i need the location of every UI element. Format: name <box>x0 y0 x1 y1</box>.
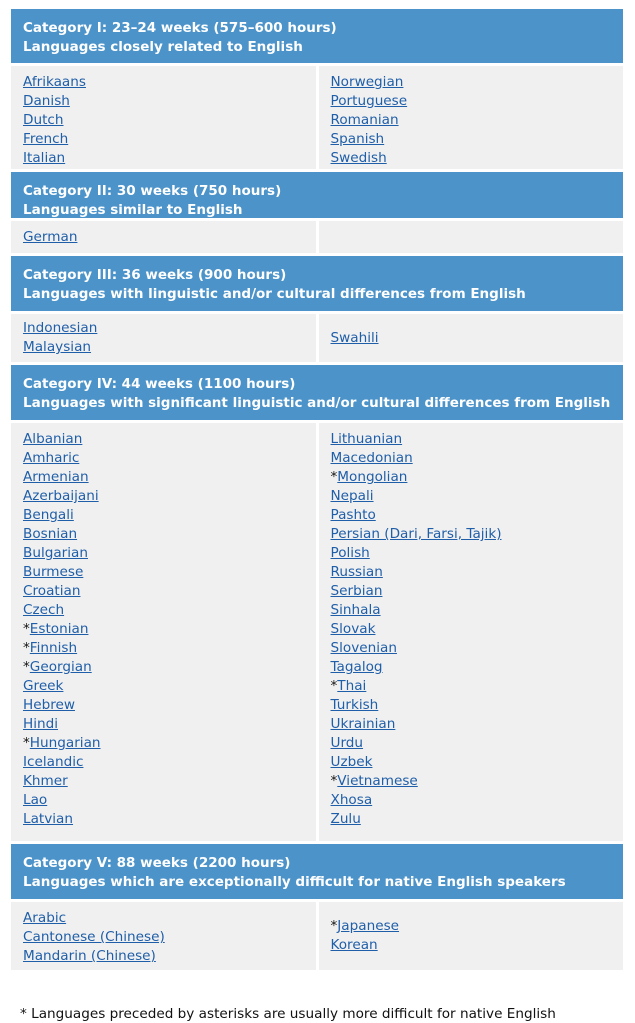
language-name: Estonian <box>29 621 89 637</box>
language-name: Nepali <box>330 488 374 504</box>
language-column-right <box>319 221 624 253</box>
language-name: Turkish <box>330 697 379 713</box>
language-name: Armenian <box>23 469 89 485</box>
asterisk-marker: * <box>330 469 338 485</box>
language-link-dutch[interactable] <box>23 111 304 130</box>
language-name: Urdu <box>330 735 364 751</box>
category-header <box>11 256 623 311</box>
language-link-azerbaijani[interactable] <box>23 487 304 506</box>
language-row <box>11 66 623 169</box>
language-link-lithuanian[interactable] <box>331 430 612 449</box>
language-name: Afrikaans <box>23 74 86 90</box>
language-link-russian[interactable] <box>331 563 612 582</box>
language-name: Tagalog <box>330 659 383 675</box>
language-link-malaysian[interactable] <box>23 338 304 357</box>
language-link-korean[interactable] <box>331 936 612 955</box>
language-link-albanian[interactable] <box>23 430 304 449</box>
language-link-croatian[interactable] <box>23 582 304 601</box>
language-name: Latvian <box>23 811 74 827</box>
language-name: Persian (Dari, Farsi, Tajik) <box>330 526 502 542</box>
category-title: Category II: 30 weeks (750 hours) <box>23 183 282 199</box>
language-link-hebrew[interactable] <box>23 696 304 715</box>
category-subtitle: Languages closely related to English <box>23 39 303 55</box>
language-link-vietnamese[interactable] <box>331 772 612 791</box>
language-name: Arabic <box>23 910 67 926</box>
category-header <box>11 9 623 63</box>
language-name: Uzbek <box>330 754 373 770</box>
language-link-icelandic[interactable] <box>23 753 304 772</box>
language-row <box>11 221 623 253</box>
language-name: Mandarin (Chinese) <box>23 948 156 964</box>
language-row <box>11 423 623 841</box>
language-name: Russian <box>330 564 383 580</box>
language-name: Swedish <box>330 150 387 166</box>
asterisk-marker: * <box>23 735 30 751</box>
language-name: Sinhala <box>330 602 381 618</box>
language-name: Polish <box>330 545 370 561</box>
language-link-japanese[interactable] <box>331 917 612 936</box>
language-name: Bulgarian <box>23 545 88 561</box>
language-name: Swahili <box>330 329 379 346</box>
language-name: Icelandic <box>23 754 84 770</box>
language-link-persian-dari-farsi-tajik[interactable] <box>331 525 612 544</box>
language-name: Italian <box>23 150 66 166</box>
language-name: Spanish <box>330 131 385 147</box>
category-section <box>11 844 623 970</box>
language-link-macedonian[interactable] <box>331 449 612 468</box>
language-link-slovak[interactable] <box>331 620 612 639</box>
language-name: Indonesian <box>23 320 98 336</box>
language-name: Dutch <box>23 112 64 128</box>
language-link-portuguese[interactable] <box>331 92 612 111</box>
language-name: Zulu <box>330 811 361 827</box>
language-link-arabic[interactable] <box>23 909 304 928</box>
language-link-estonian[interactable] <box>23 620 304 639</box>
language-link-xhosa[interactable] <box>331 791 612 810</box>
category-title: Category III: 36 weeks (900 hours) <box>23 267 287 283</box>
language-name: Slovenian <box>330 640 397 656</box>
category-subtitle: Languages with linguistic and/or cultural differences from English <box>23 286 526 302</box>
language-name: French <box>23 131 69 147</box>
language-link-thai[interactable] <box>331 677 612 696</box>
language-link-armenian[interactable] <box>23 468 304 487</box>
language-column-left <box>11 66 316 169</box>
language-link-sinhala[interactable] <box>331 601 612 620</box>
language-link-burmese[interactable] <box>23 563 304 582</box>
language-link-bosnian[interactable] <box>23 525 304 544</box>
language-name: Ukrainian <box>330 716 396 732</box>
category-header <box>11 844 623 899</box>
language-link-swahili[interactable] <box>331 329 612 348</box>
language-name: Serbian <box>330 583 383 599</box>
language-link-georgian[interactable] <box>23 658 304 677</box>
language-column-right <box>319 66 624 169</box>
language-link-latvian[interactable] <box>23 810 304 829</box>
language-name: Norwegian <box>330 74 404 90</box>
language-link-mongolian[interactable] <box>331 468 612 487</box>
language-name: Hebrew <box>23 697 75 713</box>
language-link-czech[interactable] <box>23 601 304 620</box>
asterisk-marker: * <box>330 918 338 934</box>
category-subtitle: Languages with significant linguistic and/or cultural differences from English <box>23 395 611 411</box>
language-column-right <box>319 902 624 970</box>
language-name: Malaysian <box>23 339 92 355</box>
language-name: Hindi <box>23 716 59 732</box>
language-link-italian[interactable] <box>23 149 304 168</box>
asterisk-marker: * <box>23 640 30 656</box>
language-name: Pashto <box>330 507 376 523</box>
category-title: Category IV: 44 weeks (1100 hours) <box>23 376 296 392</box>
language-link-nepali[interactable] <box>331 487 612 506</box>
language-link-turkish[interactable] <box>331 696 612 715</box>
language-name: Xhosa <box>330 792 373 808</box>
language-link-tagalog[interactable] <box>331 658 612 677</box>
language-link-slovenian[interactable] <box>331 639 612 658</box>
category-title: Category V: 88 weeks (2200 hours) <box>23 855 291 871</box>
language-name: Japanese <box>337 918 400 934</box>
language-name: Croatian <box>23 583 81 599</box>
asterisk-marker: * <box>330 773 338 789</box>
language-name: Greek <box>23 678 64 694</box>
language-name: Cantonese (Chinese) <box>23 929 165 945</box>
language-name: Amharic <box>23 450 80 466</box>
language-link-mandarin-chinese[interactable] <box>23 947 304 966</box>
category-header <box>11 365 623 420</box>
category-subtitle: Languages which are exceptionally difficult for native English speakers <box>23 874 566 890</box>
language-name: Romanian <box>330 112 399 128</box>
language-name: Khmer <box>23 773 68 789</box>
language-row <box>11 314 623 362</box>
language-link-zulu[interactable] <box>331 810 612 829</box>
language-link-serbian[interactable] <box>331 582 612 601</box>
footnote: * Languages preceded by asterisks are usually more difficult for native English <box>20 1006 556 1022</box>
language-link-norwegian[interactable] <box>331 73 612 92</box>
category-section <box>11 9 623 169</box>
language-column-left <box>11 423 316 841</box>
language-name: German <box>23 229 78 245</box>
language-name: Finnish <box>29 640 78 656</box>
language-name: Danish <box>23 93 70 109</box>
language-link-bengali[interactable] <box>23 506 304 525</box>
asterisk-marker: * <box>23 621 30 637</box>
language-column-right <box>319 314 624 362</box>
asterisk-marker: * <box>23 659 30 675</box>
language-link-khmer[interactable] <box>23 772 304 791</box>
language-link-cantonese-chinese[interactable] <box>23 928 304 947</box>
language-name: Czech <box>23 602 65 618</box>
language-link-greek[interactable] <box>23 677 304 696</box>
language-column-left <box>11 902 316 970</box>
language-column-right <box>319 423 624 841</box>
language-name: Macedonian <box>330 450 413 466</box>
language-name: Georgian <box>29 659 92 675</box>
language-name: Lao <box>23 792 48 808</box>
category-section <box>11 256 623 362</box>
language-link-pashto[interactable] <box>331 506 612 525</box>
language-link-bulgarian[interactable] <box>23 544 304 563</box>
language-link-finnish[interactable] <box>23 639 304 658</box>
language-name: Lithuanian <box>330 431 403 447</box>
language-link-swedish[interactable] <box>331 149 612 168</box>
language-link-uzbek[interactable] <box>331 753 612 772</box>
language-name: Vietnamese <box>337 773 418 789</box>
language-name: Bengali <box>23 507 74 523</box>
language-name: Portuguese <box>330 93 408 109</box>
language-row <box>11 902 623 970</box>
language-name: Azerbaijani <box>23 488 99 504</box>
language-link-lao[interactable] <box>23 791 304 810</box>
language-link-french[interactable] <box>23 130 304 149</box>
language-difficulty-table <box>11 9 623 973</box>
language-name: Albanian <box>23 431 83 447</box>
category-subtitle: Languages similar to English <box>23 202 243 218</box>
language-link-afrikaans[interactable] <box>23 73 304 92</box>
language-name: Slovak <box>330 621 376 637</box>
language-link-hungarian[interactable] <box>23 734 304 753</box>
language-name: Hungarian <box>29 735 101 751</box>
language-link-hindi[interactable] <box>23 715 304 734</box>
language-name: Mongolian <box>337 469 408 485</box>
language-link-romanian[interactable] <box>331 111 612 130</box>
language-name: Burmese <box>23 564 84 580</box>
language-link-urdu[interactable] <box>331 734 612 753</box>
language-link-spanish[interactable] <box>331 130 612 149</box>
language-link-ukrainian[interactable] <box>331 715 612 734</box>
category-title: Category I: 23–24 weeks (575–600 hours) <box>23 20 337 36</box>
language-link-polish[interactable] <box>331 544 612 563</box>
category-header <box>11 172 623 218</box>
language-name: Bosnian <box>23 526 78 542</box>
language-link-amharic[interactable] <box>23 449 304 468</box>
language-column-left <box>11 221 316 253</box>
language-name: Korean <box>330 937 378 953</box>
language-link-danish[interactable] <box>23 92 304 111</box>
language-link-german[interactable] <box>23 228 304 247</box>
category-section <box>11 172 623 253</box>
language-name: Thai <box>337 678 367 694</box>
language-column-left <box>11 314 316 362</box>
asterisk-marker: * <box>330 678 338 694</box>
language-link-indonesian[interactable] <box>23 319 304 338</box>
category-section <box>11 365 623 841</box>
